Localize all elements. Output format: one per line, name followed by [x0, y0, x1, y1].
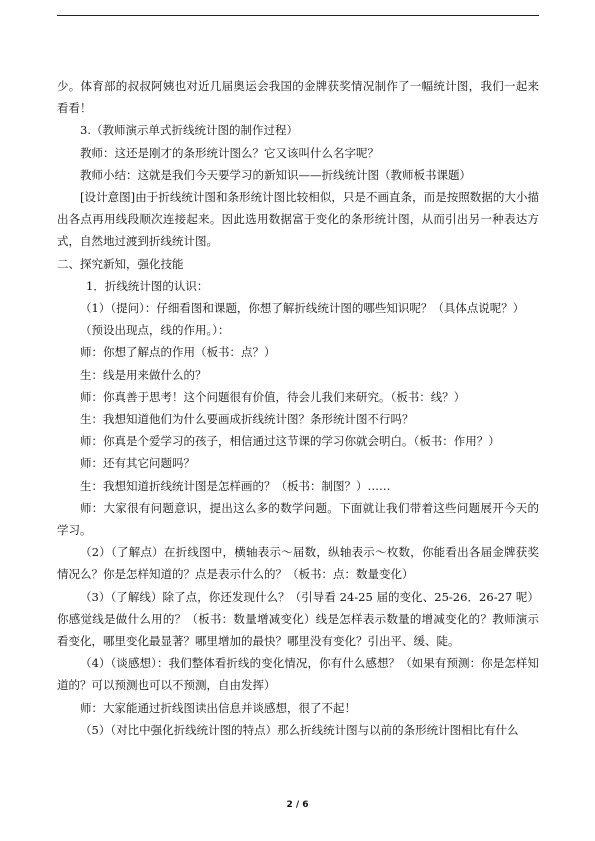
- paragraph: 师：大家很有问题意识，提出这么多的数学问题。下面就让我们带着这些问题展开今天的学习。: [57, 500, 539, 538]
- paragraph: 师：你真是个爱学习的孩子，相信通过这节课的学习你就会明白。（板书：作用？）: [80, 434, 500, 449]
- paragraph: 教师：这还是刚才的条形统计图么？它又该叫什么名字呢？: [80, 145, 379, 160]
- paragraph: 师：还有其它问题吗？: [80, 456, 195, 471]
- section-heading: 二、探究新知，强化技能: [57, 256, 184, 271]
- paragraph: 师：你想了解点的作用（板书：点？）: [80, 345, 276, 360]
- paragraph: （4）（谈感想）：我们整体看折线的变化情况，你有什么感想？（如果有预测：你是怎样知道的？可以预测也可以不预测，自由发挥）: [57, 656, 539, 693]
- paragraph: 师：大家能通过折线图读出信息并谈感想，很了不起！: [80, 700, 356, 715]
- subsection-heading: 1．折线统计图的认识：: [86, 278, 209, 293]
- document-body: [57, 75, 539, 741]
- paragraph: 教师小结：这就是我们今天要学习的新知识——折线统计图（教师板书课题）: [80, 167, 471, 182]
- paragraph: （5）（对比中强化折线统计图的特点）那么折线统计图与以前的条形统计图相比有什么: [80, 722, 519, 737]
- paragraph: 生：线是用来做什么的？: [80, 367, 207, 382]
- paragraph: （3）（了解线）除了点，你还发现什么？（引导看 24-25 届的变化、25-26．26-27 呢）你感觉线是做什么用的？（板书：数量增减变化）线是怎样表示数量的增减变化的？教师演示看变化，哪里变化最显著？哪里增加的最快？哪里没有变化？引出平、缓、陡。: [57, 589, 539, 649]
- paragraph: （2）（了解点）在折线图中，横轴表示～届数，纵轴表示～枚数，你能看出各届金牌获奖情况么？你是怎样知道的？点是表示什么的？（板书：点：数量变化）: [57, 545, 539, 582]
- paragraph: 3.（教师演示单式折线统计图的制作过程）: [80, 123, 298, 138]
- header-rule: [57, 15, 539, 16]
- paragraph: （预设出现点，线的作用。）：: [80, 323, 230, 338]
- paragraph: 生：我想知道他们为什么要画成折线统计图？条形统计图不行吗？: [80, 412, 414, 427]
- paragraph: [设计意图]由于折线统计图和条形统计图比较相似，只是不画直条，而是按照数据的大小描出各点再用线段顺次连接起来。因此选用数据富于变化的条形统计图，从而引出另一种表达方式，自然地过渡到折线统计图。: [57, 190, 539, 249]
- paragraph: （1）（提问）：仔细看图和课题，你想了解折线统计图的哪些知识呢？（具体点说呢？）: [80, 301, 525, 316]
- paragraph: 生：我想知道折线统计图是怎样画的？（板书：制图？）……: [80, 478, 391, 493]
- paragraph: 师：你真善于思考！这个问题很有价值，待会儿我们来研究。（板书：线？）: [80, 389, 466, 404]
- page-number: 2 / 6: [286, 800, 309, 810]
- paragraph: 少。体育部的叔叔阿姨也对近几届奥运会我国的金牌获奖情况制作了一幅统计图，我们一起来看看！: [57, 79, 539, 116]
